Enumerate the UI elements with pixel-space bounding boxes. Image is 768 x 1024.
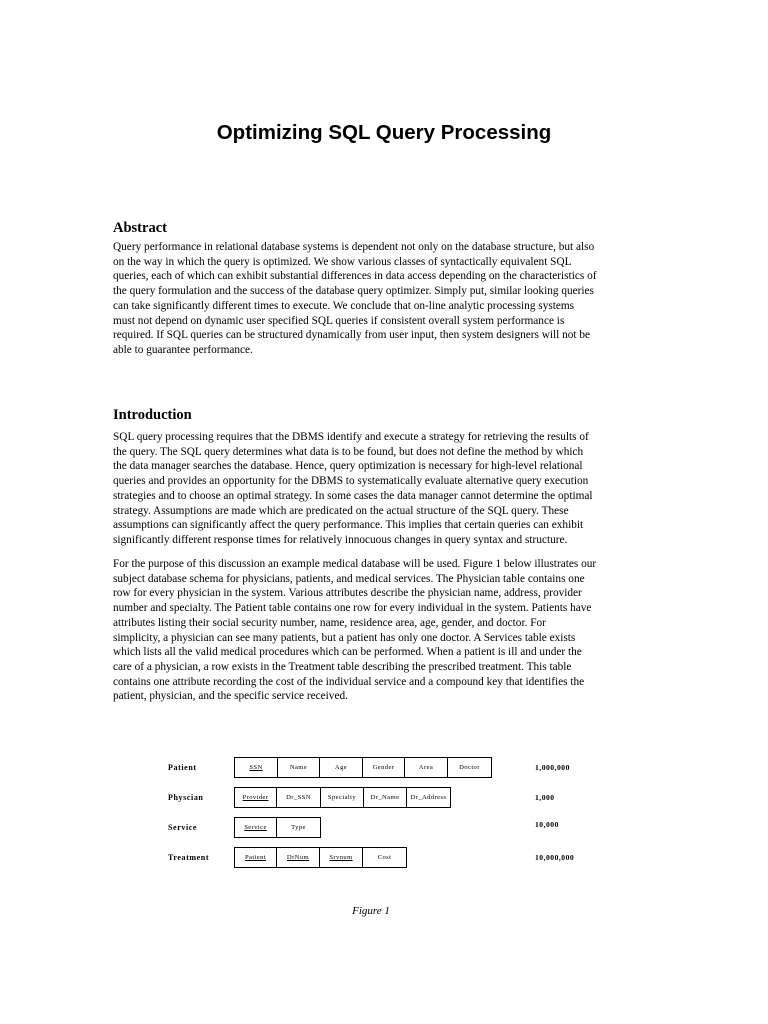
text-line: patient, physician, and the specific service received.	[113, 690, 348, 703]
schema-table-physician	[234, 787, 451, 808]
schema-field	[277, 818, 320, 837]
schema-field	[235, 788, 277, 807]
introduction-paragraph-1	[113, 430, 661, 548]
schema-field	[235, 818, 277, 837]
schema-field	[235, 758, 278, 777]
text-line: subject database schema for physicians, patients, and medical services. The Physician table contains one	[113, 572, 585, 585]
field-label: Cost	[377, 854, 392, 861]
text-line: contains one attribute recording the cost of the individual service and a compound key that identifies the	[113, 675, 585, 688]
schema-table-patient	[234, 757, 492, 778]
primary-key-label: Patient	[244, 854, 267, 861]
field-label: Dr_Address	[410, 794, 447, 801]
table-name-treatment: Treatment	[168, 853, 210, 862]
table-name-patient: Patient	[168, 763, 197, 772]
text-line: the query. The SQL query determines what data is to be found, but does not define the method by which	[113, 445, 584, 458]
schema-field	[277, 788, 321, 807]
schema-field	[407, 788, 450, 807]
schema-field	[235, 848, 277, 867]
text-line: significantly different response times for relatively innocuous changes in query syntax and structure.	[113, 533, 568, 546]
introduction-heading: Introduction	[113, 407, 192, 423]
schema-field	[405, 758, 448, 777]
text-line: care of a physician, a row exists in the Treatment table describing the prescribed treatment. This table	[113, 660, 572, 673]
schema-field	[278, 758, 320, 777]
field-label: Area	[418, 764, 434, 771]
text-line: on the way in which the query is optimized. We show various classes of syntactically equivalent SQL	[113, 255, 572, 268]
text-line: strategy. Assumptions are made which are predicated on the actual structure of the SQL query. These	[113, 504, 569, 517]
text-line: the query formulation and the success of the database query optimizer. Simply put, similar looking queries	[113, 285, 594, 298]
field-label: Name	[289, 764, 308, 771]
text-line: must not depend on dynamic user specified SQL queries if consistent overall system performance is	[113, 314, 565, 327]
abstract-paragraph	[113, 240, 661, 358]
text-line: SQL query processing requires that the DBMS identify and execute a strategy for retrieving the results of	[113, 431, 589, 443]
text-line: For the purpose of this discussion an example medical database will be used. Figure 1 below illustrates our	[113, 558, 597, 570]
row-count-service: 10,000	[535, 820, 559, 829]
primary-key-label: Srvnum	[329, 854, 353, 861]
field-label: Dr_Name	[370, 794, 400, 801]
text-line: simplicity, a physician can see many patients, but a patient has only one doctor. A Services table exists	[113, 631, 576, 644]
schema-field	[277, 848, 320, 867]
text-line: Query performance in relational database systems is dependent not only on the database structure, but also	[113, 241, 595, 253]
figure-caption: Figure 1	[352, 905, 390, 917]
text-line: required. If SQL queries can be structured dynamically from user input, then system designers will not be	[113, 329, 591, 342]
schema-field	[320, 848, 363, 867]
table-name-service: Service	[168, 823, 198, 832]
text-line: number and specialty. The Patient table contains one row for every individual in the system. Patients have	[113, 602, 592, 615]
introduction-paragraph-2	[113, 557, 661, 704]
paper-title: Optimizing SQL Query Processing	[216, 121, 552, 144]
field-label: Age	[334, 764, 348, 771]
field-label: Doctor	[459, 764, 480, 771]
schema-field	[363, 758, 405, 777]
schema-field	[364, 788, 407, 807]
schema-field	[320, 758, 363, 777]
primary-key-label: SSN	[249, 764, 263, 771]
schema-table-service	[234, 817, 321, 838]
text-line: able to guarantee performance.	[113, 343, 253, 356]
text-line: the data manager searches the database. Hence, query optimization is necessary for high-level relational	[113, 460, 583, 473]
schema-field	[448, 758, 491, 777]
primary-key-label: Service	[244, 824, 267, 831]
text-line: can take significantly different times to execute. We conclude that on-line analytic processing systems	[113, 299, 575, 312]
text-line: which lists all the valid medical procedures which can be performed. When a patient is ill and under the	[113, 646, 582, 659]
row-count-patient: 1,000,000	[535, 763, 570, 772]
field-label: Specialty	[327, 794, 357, 801]
row-count-treatment: 10,000,000	[535, 853, 575, 862]
field-label: Dr_SSN	[286, 794, 311, 801]
schema-field	[321, 788, 364, 807]
row-count-physician: 1,000	[535, 793, 555, 802]
text-line: queries, each of which can exhibit substantial differences in data access depending on the characteristics of	[113, 270, 597, 283]
schema-table-treatment	[234, 847, 407, 868]
primary-key-label: DrNum	[286, 854, 310, 861]
text-line: row for every physician in the system. Various attributes describe the physician name, address, provider	[113, 587, 582, 600]
text-line: assumptions can significantly affect the query performance. This implies that certain queries can exhibit	[113, 519, 584, 532]
text-line: queries and provides an opportunity for the DBMS to systematically evaluate alternative query execution	[113, 475, 589, 488]
schema-field	[363, 848, 406, 867]
text-line: strategies and to choose an optimal strategy. In some cases the data manager cannot determine the optimal	[113, 489, 593, 502]
field-label: Type	[291, 824, 306, 831]
text-line: attributes listing their social security number, name, residence area, age, gender, and doctor. For	[113, 616, 546, 629]
table-name-physician: Physcian	[168, 793, 204, 802]
abstract-heading: Abstract	[113, 220, 167, 236]
primary-key-label: Provider	[242, 794, 269, 801]
field-label: Gender	[372, 764, 395, 771]
